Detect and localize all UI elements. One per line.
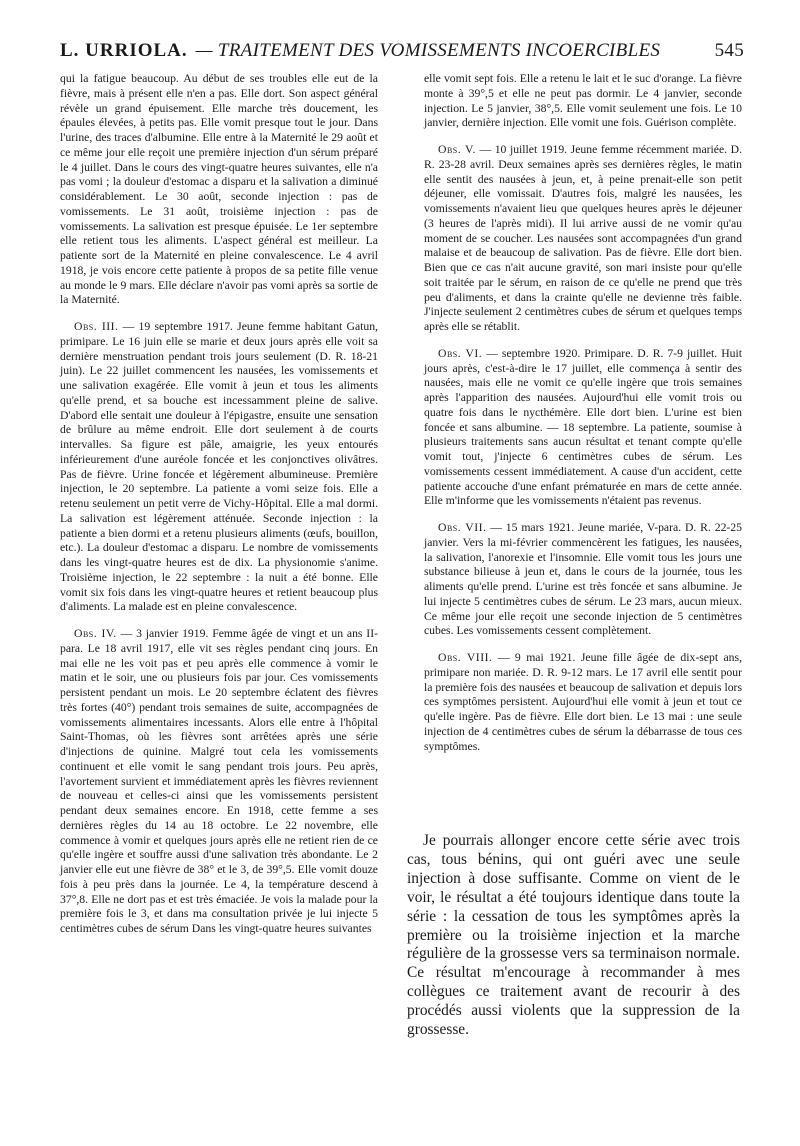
observation-5-label: Obs. V. [438,143,476,156]
running-head-title: — TRAITEMENT DES VOMISSEMENTS INCOERCIBLES [195,40,661,61]
right-column [424,72,742,754]
observation-5 [424,143,742,335]
running-head [60,40,744,62]
left-column [60,72,378,937]
observation-6-label: Obs. VI. [438,346,483,360]
running-head-author: L. URRIOLA. [60,40,188,61]
observation-3-text: — 19 septembre 1917. Jeune femme habitant Gatun, primipare. Le 16 juin elle se marie et deux jours après elle voit sa dernière menstruation pendant trois jours seulement (D. R. 18-21 juin). Le 22 juillet commencent les nausées, les vomissements et une salivation exagérée. Elle vomit à jeun et tous les aliments qu'elle prend, et sa bouche est incessamment pleine de salive. D'abord elle sentait une douleur à l'épigastre, ensuite une sensation de brûlure au même endroit. Elle dort seulement à de courts intervalles. Sa figure est pâle, amaigrie, les yeux entourés inférieurement d'une auréole foncée et les conjonctives olivâtres. Pas de fièvre. Urine foncée et légèrement albumineuse. Première injection, le 20 septembre. La patiente a vomi seize fois. Elle a retenu seulement un petit verre de Vichy-Hôpital. Elle a mal dormi. La salivation est légèrement atténuée. Seconde injection : la patiente a bien dormi et a retenu plusieurs aliments (œufs, bouillon, etc.). La douleur d'estomac a disparu. Le nombre de vomissements dans les vingt-quatre heures est de dix. La physionomie s'anime. Troisième injection, le 22 septembre : la nuit a été bonne. Elle vomit six fois dans les vingt-quatre heures et retient beaucoup plus d'aliments. La malade est en pleine convalescence. [60,320,378,614]
continued-observation-4: elle vomit sept fois. Elle a retenu le lait et le suc d'orange. La fièvre monte à 39°,5 et elle ne peut pas dormir. Le 4 janvier, seconde injection. Le 5 janvier, 38°,5. Elle vomit seulement une fois. Le 10 janvier, dernière injection. Elle vomit une fois. Guérison complète. [424,72,742,130]
observation-7-label: Obs. VII. [438,521,487,534]
observation-7 [424,521,742,639]
observation-4-label: Obs. IV. [74,627,117,640]
observation-8-text: — 9 mai 1921. Jeune fille âgée de dix-sept ans, primipare non mariée. D. R. 9-12 mars. Le 17 avril elle sentit pour la première fois des nausées et beaucoup de salivation et depuis lors ces symptômes persistent. Aujourd'hui elle vomit à jeun et tout ce qu'elle ingère. Pas de fièvre. Elle dort bien. Le 13 mai : une seule injection de 4 centimètres cubes de sérum la débarrasse de tous ces symptômes. [424,651,742,753]
observation-7-text: — 15 mars 1921. Jeune mariée, V-para. D. R. 22-25 janvier. Vers la mi-février commencèrent les fatigues, les nausées, la salivation, l'anorexie et l'insomnie. Elle vomit tous les jours une substance bilieuse à jeun et, dans le cours de la journée, tous les aliments qu'elle prend. L'urine est très foncée et sans albumine. Je lui injecte 5 centimètres cubes de sérum. Le 23 mars, aucun mieux. Ce même jour elle reçoit une seconde injection de 5 centimètres cubes. Les vomissements cessent complètement. [424,521,742,638]
page-number: 545 [714,40,744,61]
observation-6-text: — septembre 1920. Primipare. D. R. 7-9 juillet. Huit jours après, c'est-à-dire le 17 juillet, elle commença à sentir des nausées, mais elle ne vomit ce qu'elle ingère que trois semaines après l'apparition des nausées. Aujourd'hui elle vomit trois ou quatre fois dans le nycthémère. Elle dort bien. L'urine est bien foncée et sans albumine. — 18 septembre. La patiente, soumise à plusieurs traitements sans aucun résultat et tenant compte qu'elle vomit tout, j'injecte 6 centimètres cubes de sérum. Les vomissements cessent immédiatement. A cause d'un accident, cette patiente accouche d'une enfant prématurée en mars de cette année. Elle m'informe que les vomissements n'étaient pas revenus. [424,346,742,508]
observation-4 [60,627,378,937]
observation-4-text: — 3 janvier 1919. Femme âgée de vingt et un ans II-para. Le 18 avril 1917, elle vit ses règles pendant cinq jours. En mai elle ne les voit pas et peu après elle commence à vomir le matin et le soir, une ou plusieurs fois par jour. Ces vomissements persistent pendant un mois. Le 20 septembre éclatent des fièvres très fortes (40°) pendant trois semaines de suite, accompagnées de vomissements alimentaires incessants. Alors elle entre à l'hôpital Saint-Thomas, où les fièvres sont arrêtées après une série d'injections de quinine. Malgré tout cela les vomissements continuent et elle vomit le sang pendant trois jours. Peu après, l'avortement survient et immédiatement après les fièvres reviennent de nouveau et celles-ci ainsi que les vomissements persistent pendant deux semaines encore. En 1918, cette femme a ses dernières règles du 14 au 18 octobre. Le 22 novembre, elle commence à vomir et quelques jours après elle ne retient rien de ce qu'elle ingère et souffre aussi d'une salivation très abondante. Le 2 janvier elle eut une fièvre de 38° et le 3, de 39°,5. Elle vomit douze fois à peu près dans la journée. Le 4, la température descend à 37°,8. Elle ne dort pas et est très émaciée. Je vois la malade pour la première fois le 3, et dans ma consultation privée je lui injecte 5 centimètres cubes de sérum Dans les vingt-quatre heures suivantes [60,627,378,935]
observation-8-label: Obs. VIII. [438,651,493,664]
observation-3-label: Obs. III. [74,320,119,333]
observation-6 [424,347,742,509]
closing-paragraph: Je pourrais allonger encore cette série avec trois cas, tous bénins, qui ont guéri avec une seule injection à dose suffisante. Comme on vient de le voir, le résultat a été toujours identique dans toute la série : la cessation de tous les symptômes après la première ou la troisième injection et la marche régulière de la grossesse vers sa terminaison normale. Ce résultat m'encourage à recommander à mes collègues ce traitement avant de recourir à des procédés aussi violents que la suppression de la grossesse. [407,832,740,1039]
observation-8 [424,651,742,754]
observation-5-text: — 10 juillet 1919. Jeune femme récemment mariée. D. R. 23-28 avril. Deux semaines après ses dernières règles, le matin elle sentit des nausées à jeun, et, à peine prenait-elle son petit déjeuner, elle vomissait. D'autres fois, malgré les nausées, les vomissements n'avaient lieu que quelques heures après le déjeuner (3 heures de l'après midi). Il lui arrive aussi de ne vomir qu'au moment de se coucher. Les nausées sont accompagnées d'un grand malaise et de beaucoup de salivation. Pas de fièvre. Elle dort bien. Bien que ce cas n'ait aucune gravité, son mari insiste pour qu'elle soit traitée par le sérum, en raison de ce qu'elle ne prend que très peu d'aliments, et dans la crainte qu'elle ne devienne très faible. J'injecte seulement 2 centimètres cubes de sérum et quelques temps après elle se rétablit. [424,143,742,333]
observation-3 [60,320,378,615]
continued-paragraph: qui la fatigue beaucoup. Au début de ses troubles elle eut de la fièvre, mais à présent elle n'en a pas. Elle dort. Son aspect général révèle un grand épuisement. Elle marche très doucement, les épaules élevées, à petits pas. Elle vomit presque tout le jour. Dans l'urine, des traces d'albumine. Elle entre à la Maternité le 29 août et ce même jour elle reçoit une première injection d'un sérum préparé le 4 juillet. Dans le cours des vingt-quatre heures suivantes, elle n'a pas vomi ; la douleur d'estomac a disparu et la salivation a diminué considérablement. Le 30 août, seconde injection : pas de vomissements. Le 31 août, troisième injection : pas de vomissements. La salivation est presque épuisée. Le 1er septembre elle retient tous les aliments. L'aspect général est meilleur. La patiente sort de la Maternité en pleine convalescence. Le 4 avril 1918, je vois encore cette patiente à propos de sa petite fille venue au monde le 9 mars. Elle déclare n'avoir pas vomi après sa sortie de la Maternité. [60,72,378,307]
